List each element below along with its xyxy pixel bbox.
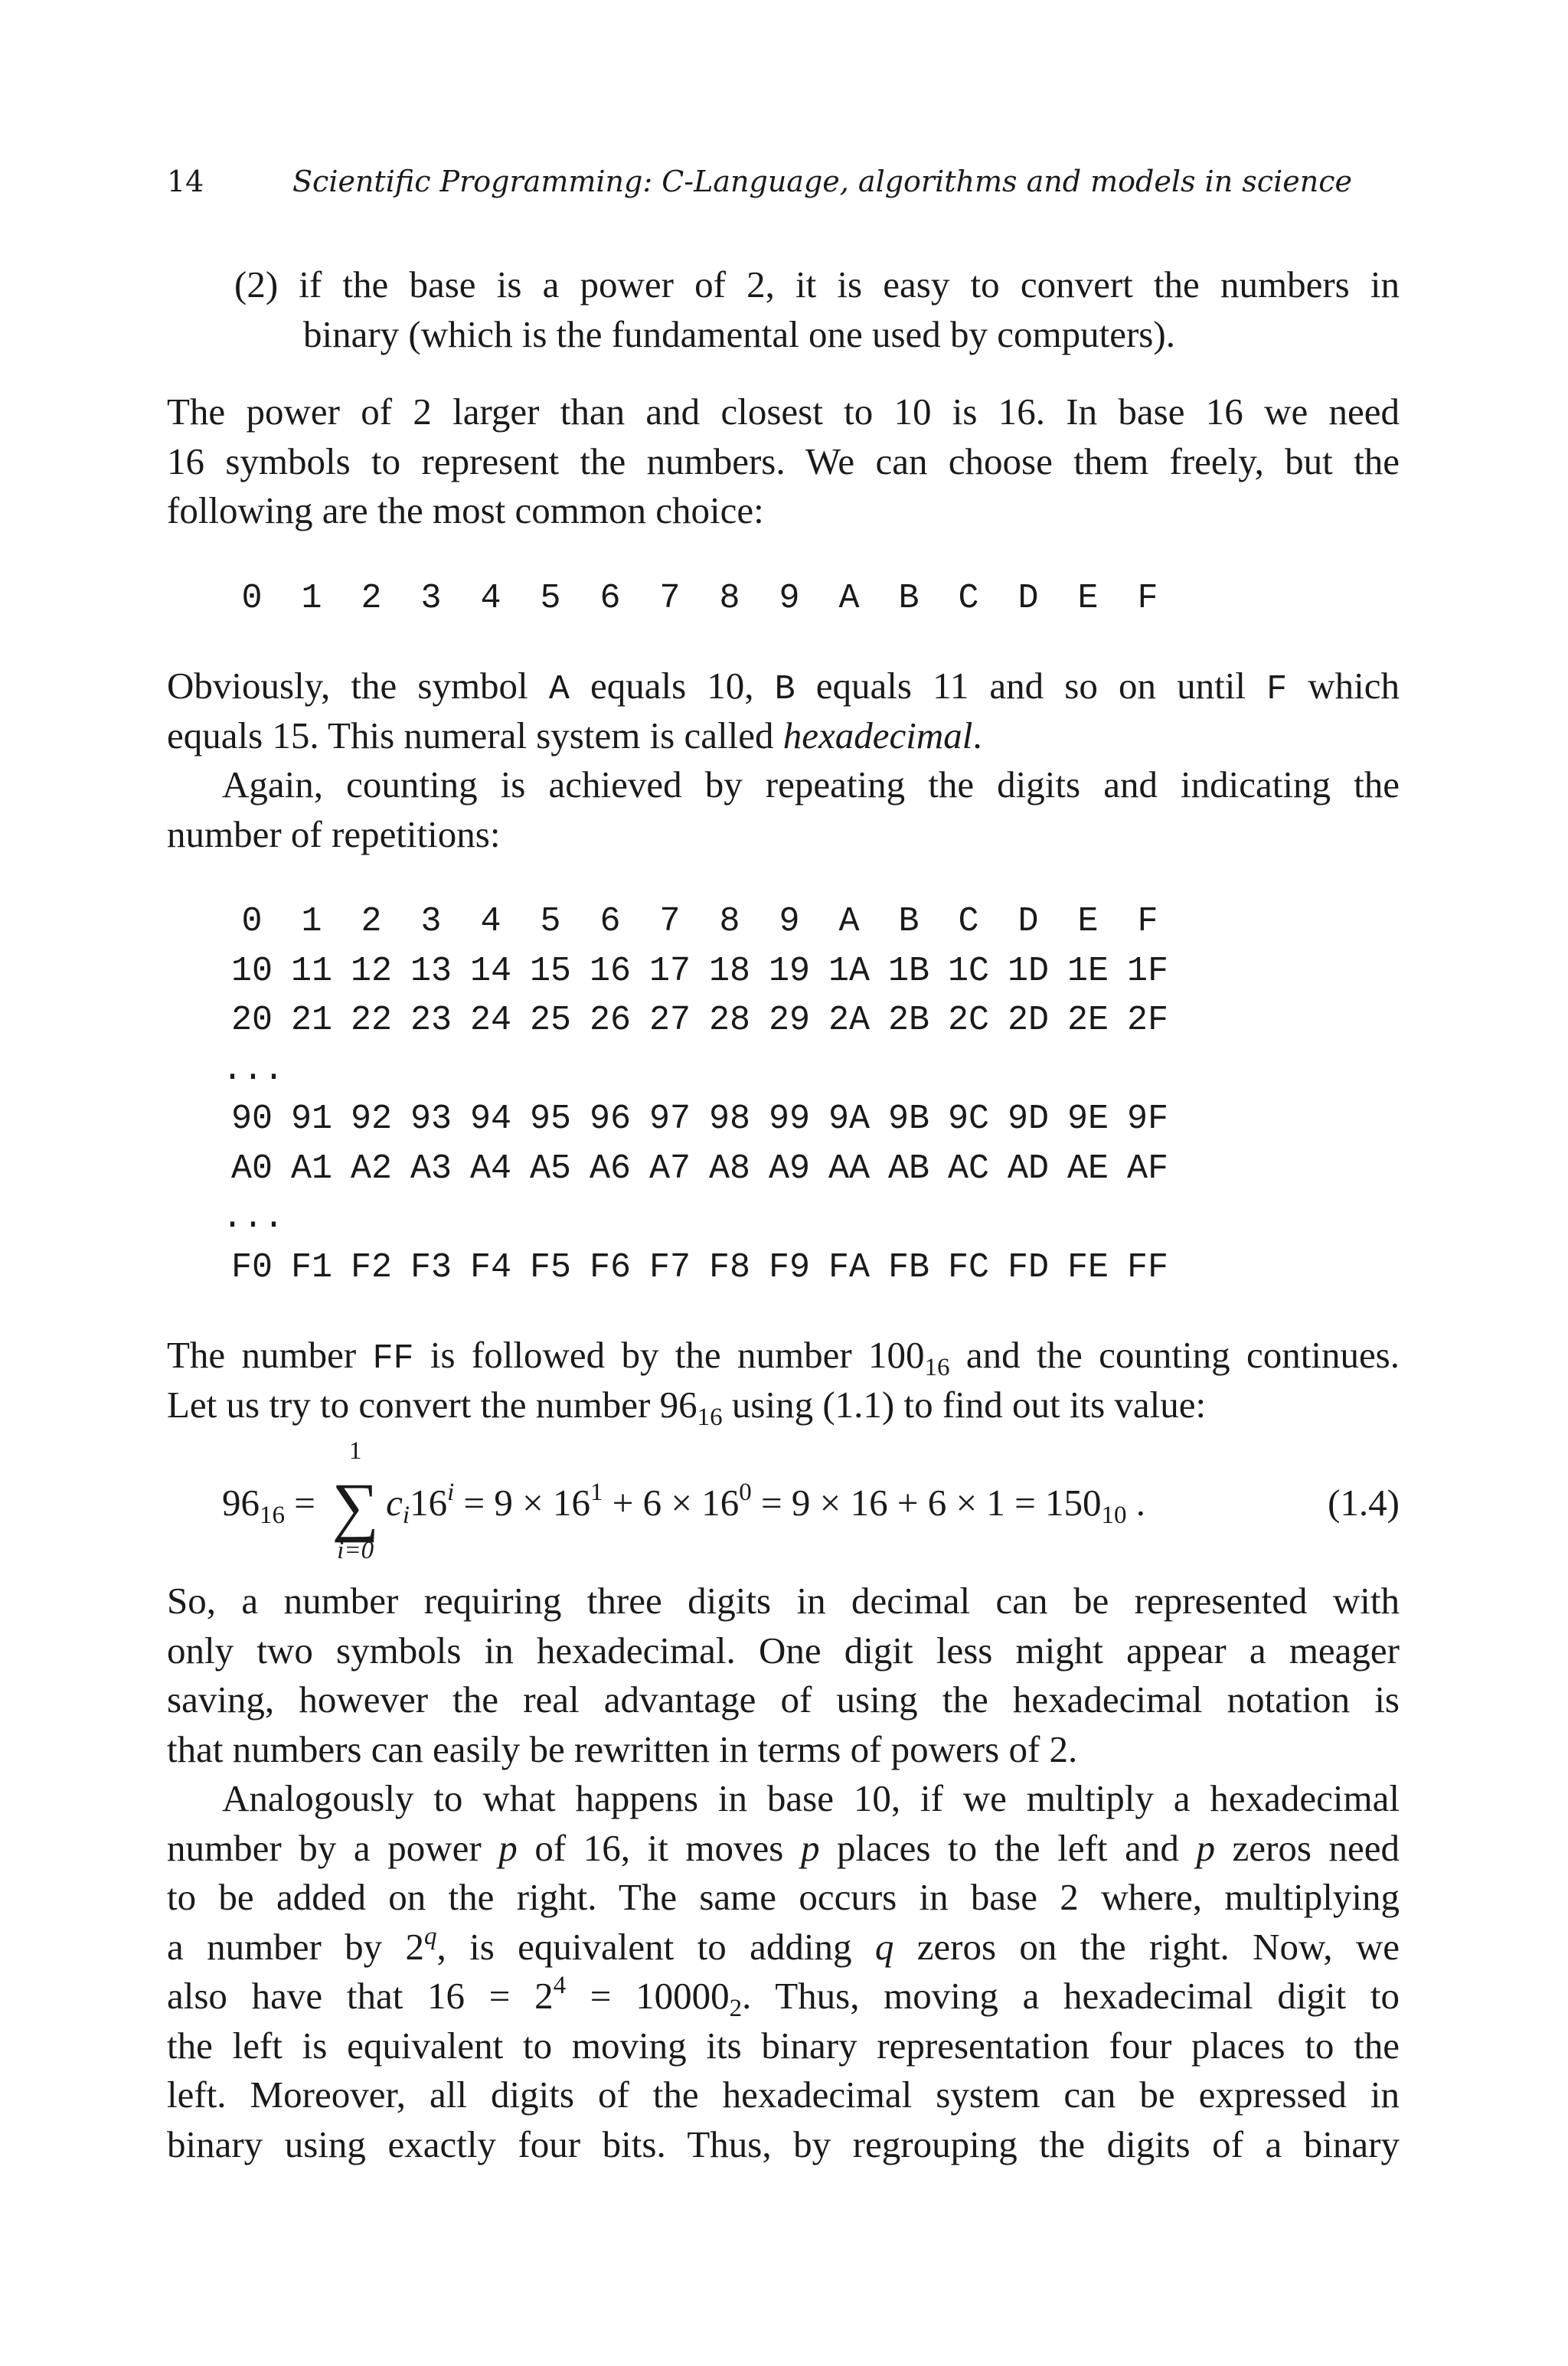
hex-cell: 2 [361, 578, 382, 618]
hex-table-row [167, 897, 1400, 947]
hex-cell: A6 [589, 1149, 631, 1188]
hex-cell: FA [828, 1247, 870, 1287]
hex-cell: A [838, 578, 860, 618]
text-line: following are the most common choice: [167, 489, 764, 531]
hex-cell: FC [947, 1247, 989, 1287]
hex-cell: D [1018, 902, 1039, 941]
hex-cell: 5 [540, 578, 561, 618]
page-body [167, 260, 1400, 2169]
text-line: number of repetitions: [167, 812, 501, 855]
sigma-symbol: ∑ [332, 1469, 379, 1543]
paragraph [167, 1331, 1400, 1430]
running-title: Scientific Programming: C-Language, algorithms and models in science [292, 165, 1352, 198]
hex-cell: 2C [947, 1001, 989, 1040]
text-line: Obviously, the symbol A equals 10, B equals 11 and so on until F which [167, 665, 1400, 709]
hex-cell: 8 [719, 578, 740, 618]
hex-cell: 10 [230, 951, 273, 991]
hex-cell: AE [1067, 1149, 1109, 1188]
hex-cell: 1B [887, 951, 929, 991]
hex-cell: F9 [768, 1247, 810, 1287]
hex-cell: 11 [290, 951, 332, 991]
text-line: The number FF is followed by the number $100_{16}$ and the counting continues. [167, 1334, 1400, 1381]
hex-cell: A3 [410, 1149, 452, 1188]
emphasis-term: hexadecimal [782, 714, 973, 757]
hex-cell: 9C [947, 1100, 989, 1139]
hex-table-row [167, 1095, 1400, 1145]
hex-cell: C [958, 578, 979, 618]
hex-cell: F6 [589, 1247, 631, 1287]
hex-cell: 5 [540, 902, 561, 941]
hex-cell: 6 [599, 578, 621, 618]
hex-cell: 17 [648, 951, 691, 991]
hex-cell: B [898, 578, 920, 618]
hex-cell: 21 [290, 1001, 332, 1040]
hex-cell: 96 [589, 1100, 631, 1139]
hex-cell: E [1077, 578, 1099, 618]
hex-cell: 97 [648, 1100, 691, 1139]
hex-cell: 7 [659, 902, 681, 941]
hex-cell: F [1137, 578, 1158, 618]
hex-table-row [167, 1243, 1400, 1293]
hex-cell: 94 [469, 1100, 511, 1139]
hex-cell: F1 [290, 1247, 332, 1287]
hex-cell: 0 [241, 578, 263, 618]
list-item-line: (2) if the base is a power of 2, it is easy to convert the numbers in [234, 263, 1400, 306]
hex-cell: 16 [589, 951, 631, 991]
code-symbol: A [548, 670, 570, 709]
page-header [167, 162, 1400, 201]
text-line: a number by 2$^q$, is equivalent to adding q zeros on the right. Now, we [167, 1922, 1400, 1968]
hex-cell: 1A [828, 951, 870, 991]
hex-cell: 9B [887, 1100, 929, 1139]
hex-cell: 2E [1067, 1001, 1109, 1040]
hex-cell: FB [887, 1247, 929, 1287]
hex-cell: B [898, 902, 920, 941]
text-line: only two symbols in hexadecimal. One digit less might appear a meager [167, 1629, 1400, 1672]
hex-cell: A7 [648, 1149, 691, 1188]
paragraph [167, 387, 1400, 536]
hex-cell: 0 [241, 902, 263, 941]
hex-cell: 9D [1007, 1100, 1049, 1139]
hex-counting-table [167, 897, 1400, 1292]
hex-table-ellipsis: ... [222, 1198, 285, 1237]
hex-cell: F5 [529, 1247, 571, 1287]
sum-upper-limit: 1 [348, 1437, 362, 1465]
hex-table-row [167, 996, 1400, 1046]
hex-table-ellipsis: ... [222, 1050, 285, 1090]
hex-cell: 15 [529, 951, 571, 991]
hex-cell: 1D [1007, 951, 1049, 991]
hex-cell: 29 [768, 1001, 810, 1040]
hex-cell: 93 [410, 1100, 452, 1139]
hex-cell: 90 [230, 1100, 273, 1139]
text-line: Again, counting is achieved by repeating the digits and indicating the [222, 763, 1400, 806]
hex-cell: F2 [350, 1247, 392, 1287]
hex-cell: 2 [361, 902, 382, 941]
hex-cell: 20 [230, 1001, 273, 1040]
text-line: left. Moreover, all digits of the hexadecimal system can be expressed in [167, 2074, 1400, 2116]
hex-cell: 1F [1126, 951, 1168, 991]
hex-cell: 98 [708, 1100, 750, 1139]
text-line: The power of 2 larger than and closest to 10 is 16. In base 16 we need [167, 391, 1400, 433]
hex-cell: FE [1067, 1247, 1109, 1287]
equation-1-4 [167, 1430, 1400, 1577]
hex-cell: F8 [708, 1247, 750, 1287]
text-line: equals 15. This numeral system is called hexadecimal. [167, 714, 982, 757]
hex-cell: 4 [480, 902, 501, 941]
hex-cell: 9 [779, 902, 800, 941]
text-line: Analogously to what happens in base 10, if we multiply a hexadecimal [222, 1777, 1400, 1819]
text-line: So, a number requiring three digits in decimal can be represented with [167, 1580, 1400, 1622]
hex-cell: A1 [290, 1149, 332, 1188]
hex-cell: 1E [1067, 951, 1109, 991]
text-line: the left is equivalent to moving its binary representation four places to the [167, 2024, 1400, 2067]
code-symbol: B [774, 670, 795, 709]
hex-symbols-row [167, 574, 1400, 624]
sum-lower-limit: i=0 [337, 1537, 374, 1564]
hex-cell: F7 [648, 1247, 691, 1287]
hex-cell: 2A [828, 1001, 870, 1040]
hex-cell: D [1018, 578, 1039, 618]
text-line: Let us try to convert the number $96_{16}$ using (1.1) to find out its value: [167, 1383, 1207, 1431]
hex-cell: AC [947, 1149, 989, 1188]
hex-cell: 2D [1007, 1001, 1049, 1040]
text-line: binary using exactly four bits. Thus, by regrouping the digits of a binary [167, 2123, 1400, 2165]
hex-cell: 3 [420, 902, 442, 941]
hex-cell: 9E [1067, 1100, 1109, 1139]
paragraph [167, 1774, 1400, 2169]
hex-cell: 28 [708, 1001, 750, 1040]
paragraph [167, 662, 1400, 859]
hex-cell: 9F [1126, 1100, 1168, 1139]
hex-cell: A [838, 902, 860, 941]
hex-cell: AA [828, 1149, 870, 1188]
hex-cell: AD [1007, 1149, 1049, 1188]
text-line: saving, however the real advantage of using the hexadecimal notation is [167, 1678, 1400, 1721]
hex-cell: 2B [887, 1001, 929, 1040]
hex-cell: 22 [350, 1001, 392, 1040]
hex-cell: 95 [529, 1100, 571, 1139]
list-item-label: (2) [234, 263, 279, 306]
text-line: that numbers can easily be rewritten in terms of powers of 2. [167, 1727, 1078, 1770]
hex-cell: 19 [768, 951, 810, 991]
hex-cell: 9A [828, 1100, 870, 1139]
hex-cell: A5 [529, 1149, 571, 1188]
hex-cell: 7 [659, 578, 681, 618]
hex-table-row [167, 947, 1400, 997]
text-line: also have that $16 = 2^4 = 10000_2$. Thus, moving a hexadecimal digit to [167, 1972, 1400, 2022]
text-line: to be added on the right. The same occurs in base 2 where, multiplying [167, 1876, 1400, 1918]
list-item [167, 260, 1400, 359]
hex-cell: A9 [768, 1149, 810, 1188]
text-line: 16 symbols to represent the numbers. We can choose them freely, but the [167, 440, 1400, 482]
hex-cell: 12 [350, 951, 392, 991]
hex-cell: E [1077, 902, 1099, 941]
hex-cell: 2F [1126, 1001, 1168, 1040]
hex-cell: 9 [779, 578, 800, 618]
hex-cell: A0 [230, 1149, 273, 1188]
hex-cell: 1C [947, 951, 989, 991]
hex-cell: 18 [708, 951, 750, 991]
code-symbol: FF [372, 1339, 414, 1378]
hex-cell: F0 [230, 1247, 273, 1287]
hex-cell: 23 [410, 1001, 452, 1040]
hex-cell: 3 [420, 578, 442, 618]
text-line: number by a power p of 16, it moves p places to the left and p zeros need [167, 1826, 1400, 1869]
hex-cell: 8 [719, 902, 740, 941]
hex-cell: A4 [469, 1149, 511, 1188]
list-item-line: binary (which is the fundamental one used by computers). [303, 312, 1175, 355]
hex-cell: 1 [301, 902, 322, 941]
hex-cell: C [958, 902, 979, 941]
hex-cell: 26 [589, 1001, 631, 1040]
hex-cell: 1 [301, 578, 322, 618]
hex-cell: 24 [469, 1001, 511, 1040]
code-symbol: F [1266, 670, 1288, 709]
hex-cell: 25 [529, 1001, 571, 1040]
hex-cell: A2 [350, 1149, 392, 1188]
hex-cell: 6 [599, 902, 621, 941]
hex-cell: AB [887, 1149, 929, 1188]
hex-cell: 4 [480, 578, 501, 618]
hex-cell: 91 [290, 1100, 332, 1139]
hex-cell: 27 [648, 1001, 691, 1040]
hex-cell: A8 [708, 1149, 750, 1188]
hex-cell: AF [1126, 1149, 1168, 1188]
hex-cell: 13 [410, 951, 452, 991]
hex-cell: 14 [469, 951, 511, 991]
hex-cell: F4 [469, 1247, 511, 1287]
hex-cell: FD [1007, 1247, 1049, 1287]
summation [325, 1437, 386, 1564]
paragraph [167, 1577, 1400, 1774]
equation-number: (1.4) [1328, 1482, 1400, 1524]
hex-cell: F3 [410, 1247, 452, 1287]
equation-body: $96_{16}$ = 1 ∑ i=0 $c_i16^i = 9 \times 16^1 + 6 \times 16^0 = 9 \times 16 + 6 \times 1 = 150_{10}$ . [222, 1437, 1145, 1564]
hex-cell: 99 [768, 1100, 810, 1139]
hex-cell: F [1137, 902, 1158, 941]
hex-table-row [167, 1145, 1400, 1194]
hex-cell: 92 [350, 1100, 392, 1139]
page-number: 14 [167, 165, 204, 198]
hex-cell: FF [1126, 1247, 1168, 1287]
